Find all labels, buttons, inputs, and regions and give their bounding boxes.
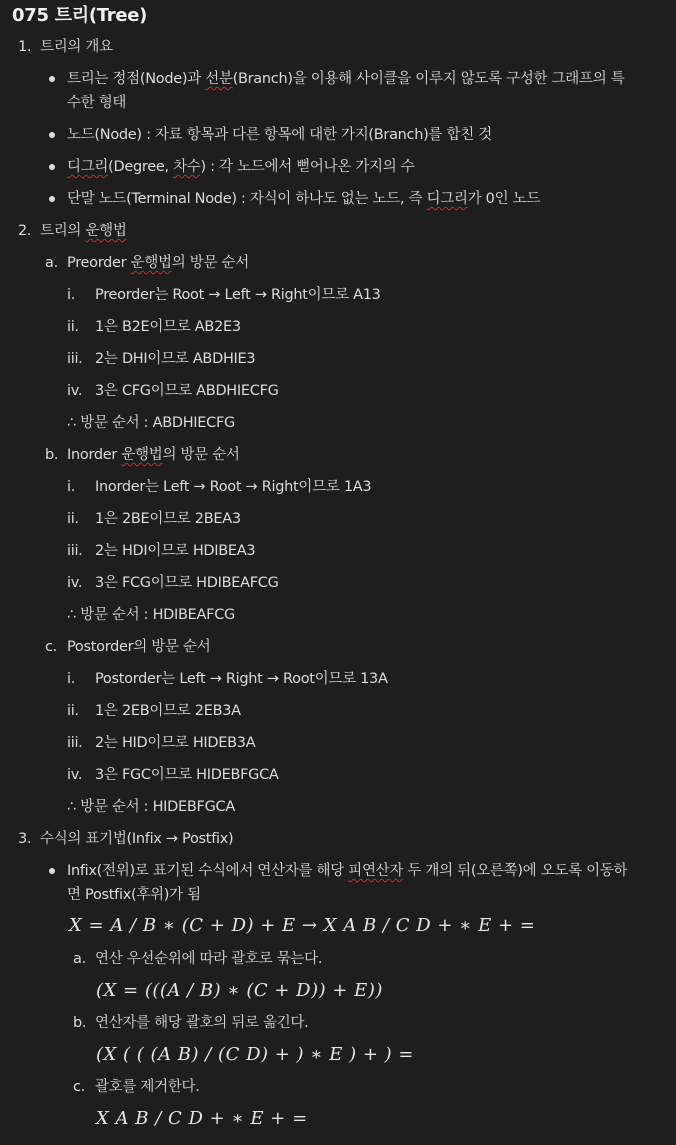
roman-marker: iii.	[67, 351, 83, 367]
roman-marker: i.	[67, 287, 76, 303]
list-item-text: 3은 CFG이므로 ABDHIECFG	[95, 383, 279, 399]
sublist-marker: a.	[73, 951, 86, 967]
roman-marker: iii.	[67, 543, 83, 559]
list-item-text: 면 Postfix(후위)가 됨	[67, 887, 201, 903]
roman-marker: i.	[67, 671, 76, 687]
list-item-text: 1은 B2E이므로 AB2E3	[95, 319, 241, 335]
list-item-text: Infix(전위)로 표기된 수식에서 연산자를 해당 피연산자 두 개의 뒤(오른쪽)에 오도록 이동하	[67, 863, 628, 879]
result-line: ∴ 방문 순서 : ABDHIECFG	[67, 415, 235, 431]
sublist-marker: b.	[73, 1015, 87, 1031]
list-item-text: 디그리(Degree, 차수) : 각 노드에서 뻗어나온 가지의 수	[67, 159, 415, 175]
roman-marker: iii.	[67, 735, 83, 751]
roman-marker: i.	[67, 479, 76, 495]
sublist-marker: a.	[45, 255, 58, 271]
roman-marker: ii.	[67, 319, 79, 335]
sublist-marker: c.	[73, 1079, 85, 1095]
math-equation: (X = (((A / B) ∗ (C + D)) + E))	[96, 980, 383, 1001]
math-equation: X A B / C D + ∗ E + =	[96, 1108, 308, 1129]
bullet-dot	[49, 164, 55, 170]
section-heading: 트리의 개요	[40, 39, 113, 55]
roman-marker: iv.	[67, 383, 83, 399]
list-item-text: 2는 HID이므로 HIDEB3A	[95, 735, 256, 751]
section-number: 1.	[18, 39, 32, 55]
roman-marker: iv.	[67, 767, 83, 783]
bullet-dot	[49, 76, 55, 82]
list-item-text: 1은 2EB이므로 2EB3A	[95, 703, 241, 719]
bullet-dot	[49, 868, 55, 874]
roman-marker: ii.	[67, 703, 79, 719]
step-text: 연산 우선순위에 따라 괄호로 묶는다.	[95, 951, 323, 967]
list-item-text: 3은 FCG이므로 HDIBEAFCG	[95, 575, 279, 591]
bullet-dot	[49, 132, 55, 138]
list-item-text: 1은 2BE이므로 2BEA3	[95, 511, 241, 527]
result-line: ∴ 방문 순서 : HDIBEAFCG	[67, 607, 235, 623]
bullet-dot	[49, 196, 55, 202]
subsection-heading: Inorder 운행법의 방문 순서	[67, 447, 240, 463]
subsection-heading: Preorder 운행법의 방문 순서	[67, 255, 249, 271]
list-item-text: Inorder는 Left → Root → Right이므로 1A3	[95, 479, 372, 495]
roman-marker: ii.	[67, 511, 79, 527]
section-number: 2.	[18, 223, 32, 239]
step-text: 괄호를 제거한다.	[95, 1079, 200, 1095]
sublist-marker: b.	[45, 447, 59, 463]
page-title: 075 트리(Tree)	[12, 5, 148, 26]
list-item-text: 노드(Node) : 자료 항목과 다른 항목에 대한 가지(Branch)를 합친 것	[67, 127, 492, 143]
list-item-text: 트리는 정점(Node)과 선분(Branch)을 이용해 사이클을 이루지 않도록 구성한 그래프의 특	[67, 71, 625, 87]
list-item-text: 단말 노드(Terminal Node) : 자식이 하나도 없는 노드, 즉 디그리가 0인 노드	[67, 191, 541, 207]
step-text: 연산자를 해당 괄호의 뒤로 옮긴다.	[95, 1015, 309, 1031]
list-item-text: Preorder는 Root → Left → Right이므로 A13	[95, 287, 381, 303]
list-item-text: Postorder는 Left → Right → Root이므로 13A	[95, 671, 388, 687]
roman-marker: iv.	[67, 575, 83, 591]
math-equation: X = A / B ∗ (C + D) + E → X A B / C D + ∗ E + =	[69, 915, 536, 936]
list-item-text: 3은 FGC이므로 HIDEBFGCA	[95, 767, 279, 783]
sublist-marker: c.	[45, 639, 57, 655]
section-heading: 트리의 운행법	[40, 223, 127, 239]
list-item-text: 수한 형태	[67, 95, 127, 111]
section-heading: 수식의 표기법(Infix → Postfix)	[40, 831, 234, 847]
list-item-text: 2는 HDI이므로 HDIBEA3	[95, 543, 256, 559]
list-item-text: 2는 DHI이므로 ABDHIE3	[95, 351, 256, 367]
subsection-heading: Postorder의 방문 순서	[67, 639, 211, 655]
section-number: 3.	[18, 831, 32, 847]
math-equation: (X ( ( (A B) / (C D) + ) ∗ E ) + ) =	[96, 1044, 414, 1065]
result-line: ∴ 방문 순서 : HIDEBFGCA	[67, 799, 235, 815]
